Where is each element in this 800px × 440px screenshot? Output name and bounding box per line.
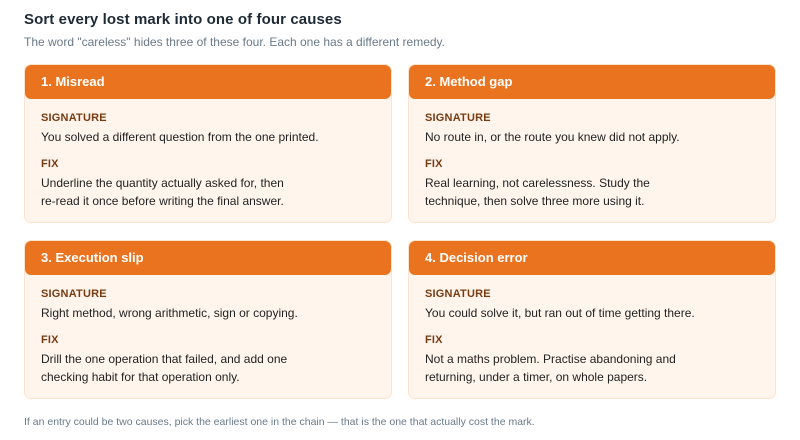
signature-text: Right method, wrong arithmetic, sign or copying. bbox=[41, 306, 298, 320]
card-body bbox=[409, 99, 775, 210]
card-body bbox=[25, 275, 391, 386]
cause-card-decision-error bbox=[408, 240, 776, 399]
page-subtitle: The word "careless" hides three of these four. Each one has a different remedy. bbox=[24, 35, 445, 49]
fix-label: FIX bbox=[41, 158, 59, 170]
signature-label: SIGNATURE bbox=[425, 112, 491, 124]
card-title: 1. Misread bbox=[25, 65, 391, 99]
fix-text: Not a maths problem. Practise abandoning and returning, under a timer, on whole papers. bbox=[425, 352, 676, 384]
signature-text: You could solve it, but ran out of time getting there. bbox=[425, 306, 695, 320]
fix-label: FIX bbox=[425, 158, 443, 170]
fix-text: Underline the quantity actually asked for, then re-read it once before writing the final answer. bbox=[41, 176, 284, 208]
footer-note: If an entry could be two causes, pick the earliest one in the chain — that is the one that actually cost the mark. bbox=[24, 416, 535, 428]
signature-text: No route in, or the route you knew did not apply. bbox=[425, 130, 680, 144]
card-body bbox=[25, 99, 391, 210]
signature-label: SIGNATURE bbox=[41, 288, 107, 300]
fix-text: Drill the one operation that failed, and add one checking habit for that operation only. bbox=[41, 352, 288, 384]
page-title: Sort every lost mark into one of four causes bbox=[24, 11, 342, 28]
card-title: 3. Execution slip bbox=[25, 241, 391, 275]
cause-card-method-gap bbox=[408, 64, 776, 223]
fix-label: FIX bbox=[425, 334, 443, 346]
fix-text: Real learning, not carelessness. Study the technique, then solve three more using it. bbox=[425, 176, 650, 208]
cause-card-execution-slip bbox=[24, 240, 392, 399]
signature-label: SIGNATURE bbox=[41, 112, 107, 124]
cause-card-misread bbox=[24, 64, 392, 223]
card-body bbox=[409, 275, 775, 386]
cause-grid bbox=[24, 64, 776, 399]
signature-label: SIGNATURE bbox=[425, 288, 491, 300]
fix-label: FIX bbox=[41, 334, 59, 346]
card-title: 2. Method gap bbox=[409, 65, 775, 99]
card-title: 4. Decision error bbox=[409, 241, 775, 275]
signature-text: You solved a different question from the one printed. bbox=[41, 130, 319, 144]
